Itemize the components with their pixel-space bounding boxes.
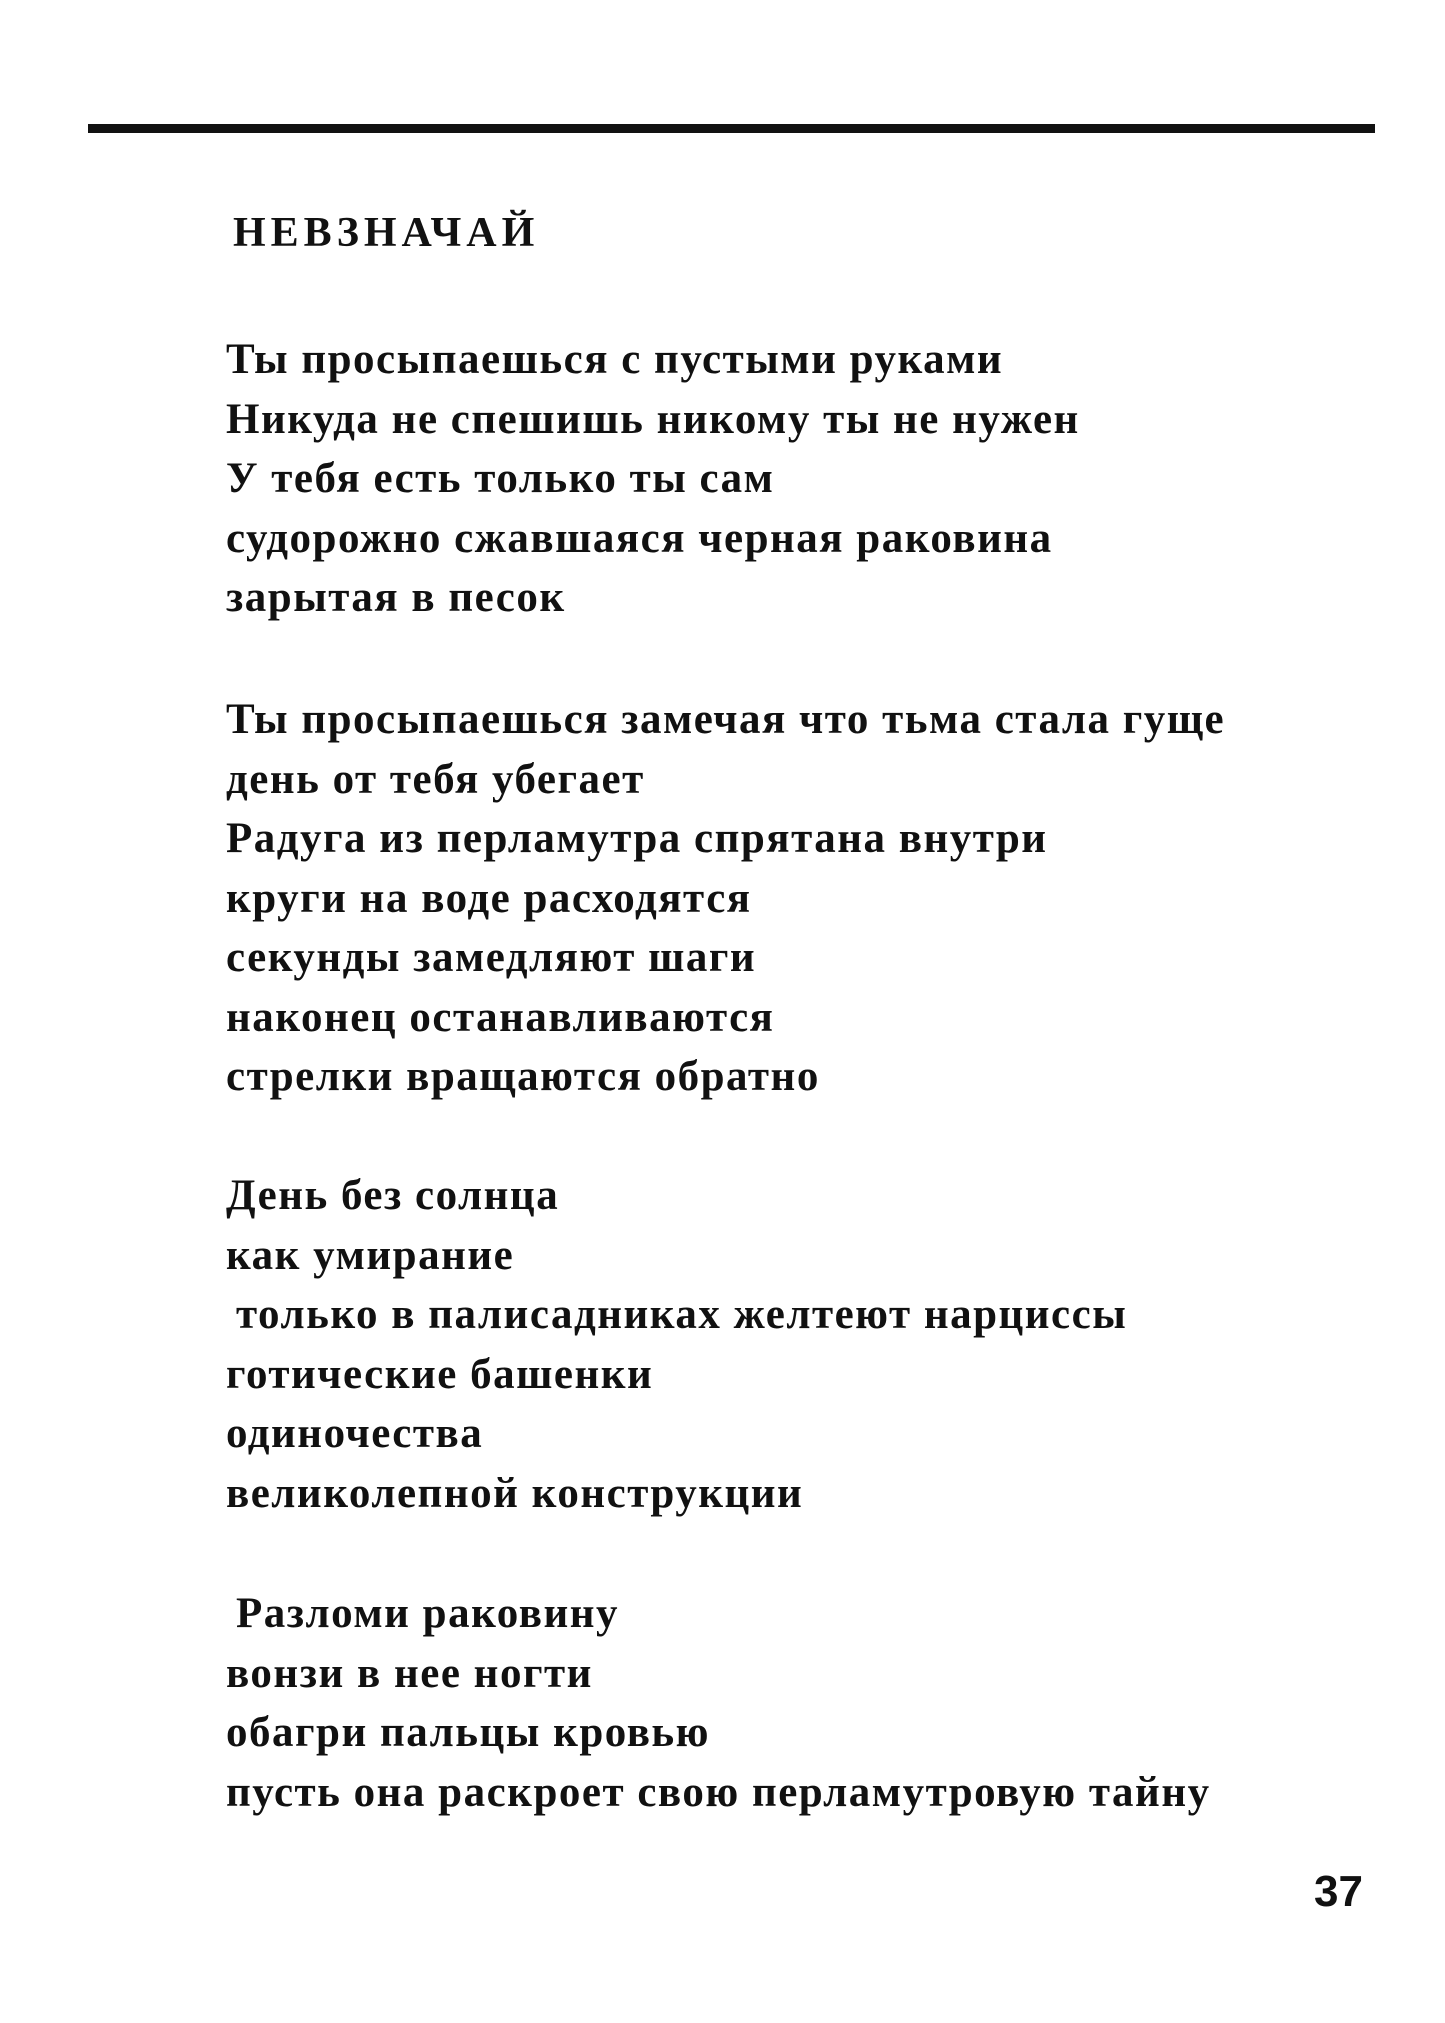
poem-line: День без солнца (226, 1172, 560, 1219)
poem-line: как умирание (226, 1231, 515, 1279)
poem-line: пусть она раскроет свою перламутровую тайну (226, 1768, 1211, 1816)
poem-line: только в палисадниках желтеют нарциссы (236, 1291, 1128, 1338)
poem-line: Ты просыпаешься замечая что тьма стала гуще (226, 696, 1226, 743)
poem-line: наконец останавливаются (226, 993, 775, 1041)
poem-line: Ты просыпаешься с пустыми руками (226, 336, 1004, 383)
poem-line: одиночества (226, 1410, 484, 1457)
stanza-4 (226, 1584, 1211, 1822)
poem-line: готические башенки (226, 1350, 654, 1398)
poem-line: стрелки вращаются обратно (226, 1053, 820, 1100)
poem-line: Разломи раковину (236, 1590, 619, 1637)
stanza-2 (226, 690, 1225, 1107)
poem-title: НЕВЗНАЧАЙ (233, 210, 540, 256)
top-rule (88, 124, 1375, 133)
poem-line: зарытая в песок (226, 574, 566, 621)
poem-line: вонзи в нее ногти (226, 1649, 593, 1697)
poem-line: день от тебя убегает (226, 755, 645, 803)
poem-line: Никуда не спешишь никому ты не нужен (226, 395, 1080, 443)
stanza-3 (226, 1166, 1127, 1523)
poem-line: великолепной конструкции (226, 1469, 804, 1517)
poem-line: У тебя есть только ты сам (226, 455, 775, 502)
poem-line: круги на воде расходятся (226, 874, 752, 922)
poem-line: судорожно сжавшаяся черная раковина (226, 514, 1053, 562)
poem-line: Радуга из перламутра спрятана внутри (226, 815, 1048, 862)
poem-line: обагри пальцы кровью (226, 1709, 711, 1756)
poem-line: секунды замедляют шаги (226, 934, 757, 981)
stanza-1 (226, 330, 1080, 628)
page-number: 37 (1314, 1867, 1363, 1916)
